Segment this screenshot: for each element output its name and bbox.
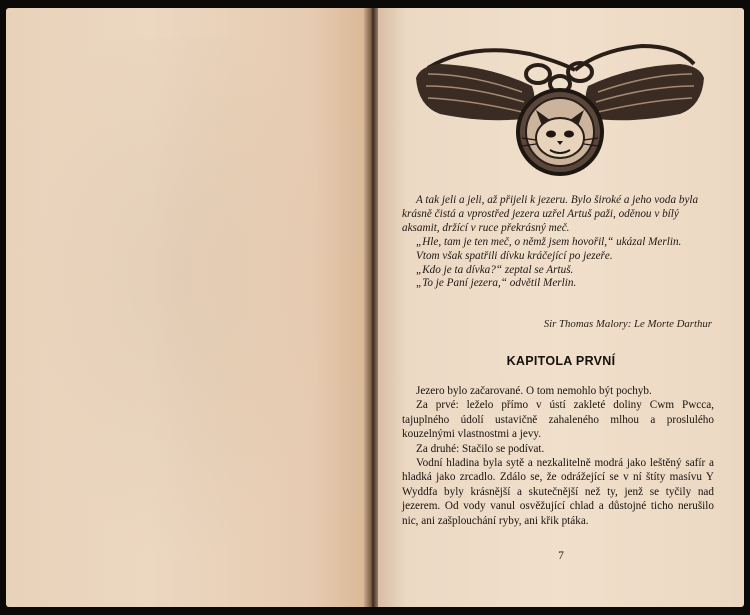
paragraph: Vodní hladina byla sytě a nezkalitelně modrá jako leštěný safír a hladká jako zrcadlo. Zdálo se, že odrážející se v ní štíty masívu Y Wyddfa byly krásnější a skutečnější než ty, jenž se tyčily nad jezerem. Od vody vanul osvěžující chlad a důstojné ticho nerušilo nic, ani zašplouchání ryby, ani křik ptáka. xyxy=(402,457,714,527)
cat-brooch-icon xyxy=(410,40,710,180)
epigraph-line: A tak jeli a jeli, až přijeli k jezeru. Bylo široké a jeho voda byla krásně čistá a vprostřed jezera uzřel Artuš paži, oděnou v bílý aksamit, držící v ruce překrásný meč. xyxy=(402,194,699,234)
paragraph: Za prvé: leželo přímo v ústí zakleté doliny Cwm Pwcca, tajuplného údolí ustavičně zahaleného mlhou a proslulého kouzelnými vlastnostmi a jevy. xyxy=(402,399,714,441)
right-page xyxy=(378,8,744,607)
epigraph-line: „To je Paní jezera,“ odvětil Merlin. xyxy=(416,277,577,290)
epigraph-line: „Kdo je ta dívka?“ zeptal se Artuš. xyxy=(416,263,574,276)
epigraph-line: Vtom však spatřili dívku kráčející po jezeře. xyxy=(416,249,613,262)
chapter-title: KAPITOLA PRVNÍ xyxy=(506,354,616,368)
left-page xyxy=(6,8,366,607)
page-number: 7 xyxy=(558,550,564,562)
open-book xyxy=(6,8,744,607)
epigraph-line: „Hle, tam je ten meč, o němž jsem hovořil,“ ukázal Merlin. xyxy=(416,235,682,248)
epigraph xyxy=(402,194,712,291)
chapter-body xyxy=(402,384,714,528)
epigraph-attribution: Sir Thomas Malory: Le Morte Darthur xyxy=(543,318,712,330)
paragraph: Za druhé: Stačilo se podívat. xyxy=(416,442,545,455)
show-through-illustration xyxy=(36,38,326,567)
paragraph: Jezero bylo začarované. O tom nemohlo být pochyb. xyxy=(416,385,652,397)
